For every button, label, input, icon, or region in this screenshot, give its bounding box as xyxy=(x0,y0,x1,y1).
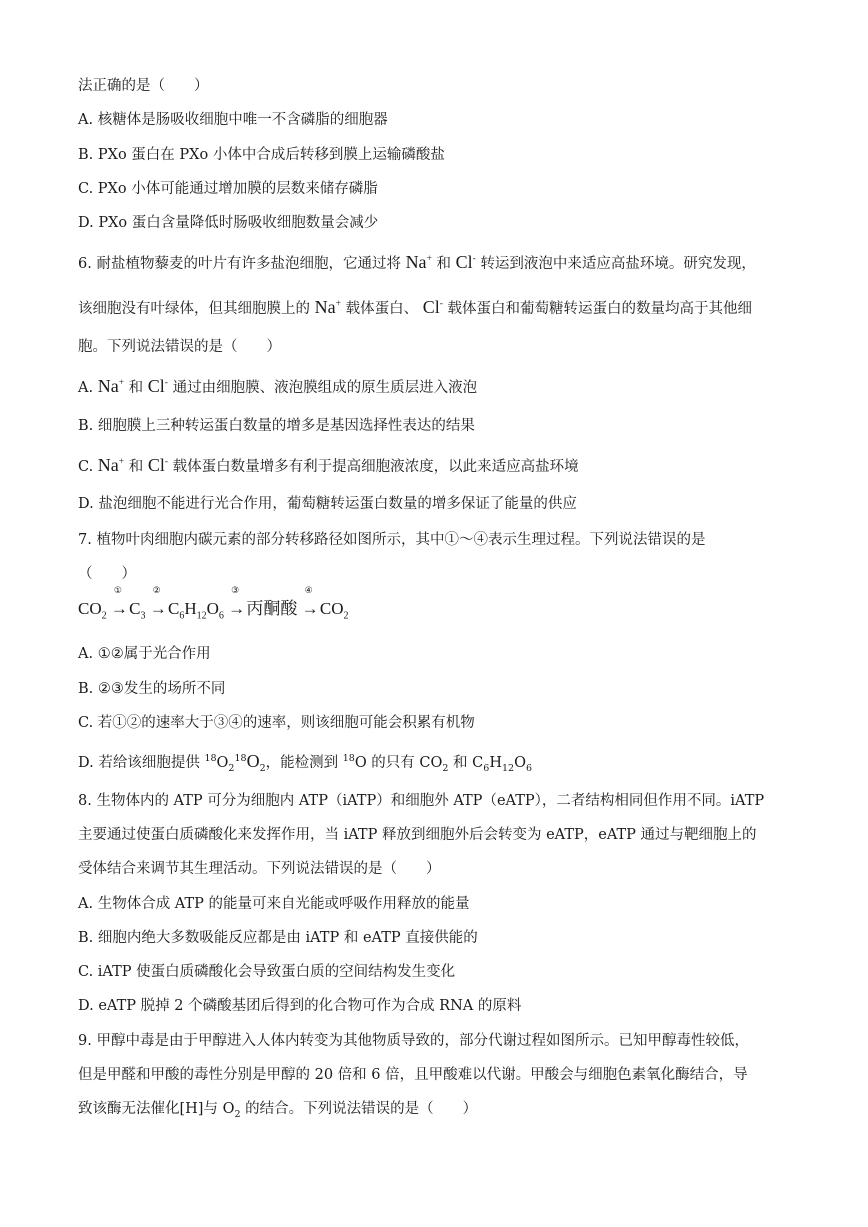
q6-stem-line-1: 6. 耐盐植物藜麦的叶片有许多盐泡细胞，它通过将 Na+ 和 Cl- 转运到液泡中来适应高盐环境。研究发现， xyxy=(78,252,756,272)
arrow-step-3: ③ → xyxy=(228,586,246,618)
chloride-ion: Cl- xyxy=(147,455,169,475)
q8-option-b: B. 细胞内绝大多数吸能反应都是由 iATP 和 eATP 直接供能的 xyxy=(78,930,478,946)
q6-option-c: C. Na+ 和 Cl- 载体蛋白数量增多有利于提高细胞液浓度，以此来适应高盐环境 xyxy=(78,455,579,475)
sodium-ion: Na+ xyxy=(405,252,432,272)
pyruvate-label: 丙酮酸 xyxy=(246,599,298,618)
q7-option-a: A. ①②属于光合作用 xyxy=(78,646,211,662)
q9-stem-line-1: 9. 甲醇中毒是由于甲醇进入人体内转变为其他物质导致的，部分代谢过程如图所示。已知甲醇毒性较低， xyxy=(78,1033,749,1049)
q8-stem-line-2: 主要通过使蛋白质磷酸化来发挥作用，当 iATP 释放到细胞外后会转变为 eATP，eATP 通过与靶细胞上的 xyxy=(78,827,757,843)
q6-option-a: A. Na+ 和 Cl- 通过由细胞膜、液泡膜组成的原生质层进入液泡 xyxy=(78,376,478,396)
q5-option-d: D. PXo 蛋白含量降低时肠吸收细胞数量会减少 xyxy=(78,215,379,231)
q9-stem-line-3: 致该酶无法催化[H]与 $O_2$ 的结合。下列说法错误的是（ ） xyxy=(78,1101,478,1120)
q7-option-c: C. 若①②的速率大于③④的速率，则该细胞可能会积累有机物 xyxy=(78,715,475,731)
co2-product-formula: $CO_2$ xyxy=(319,599,349,622)
q9-stem-line-2: 但是甲醛和甲酸的毒性分别是甲醇的 20 倍和 6 倍，且甲酸难以代谢。甲酸会与细胞色素氧化酶结合，导 xyxy=(78,1067,748,1083)
q7-option-d: D. 若给该细胞提供 $^{18}O_2^{18}O_2$，能检测到 $^{18}$O 的只有 $CO_2$ 和 $C_6H_{12}O_6$ xyxy=(78,751,533,774)
sodium-ion: Na+ xyxy=(97,455,125,475)
chloride-ion: Cl- xyxy=(147,376,168,396)
carbon-pathway-equation xyxy=(78,586,349,622)
q6-option-b: B. 细胞膜上三种转运蛋白数量的增多是基因选择性表达的结果 xyxy=(78,418,475,434)
q8-option-c: C. iATP 使蛋白质磷酸化会导致蛋白质的空间结构发生变化 xyxy=(78,964,456,980)
q6-option-d: D. 盐泡细胞不能进行光合作用，葡萄糖转运蛋白数量的增多保证了能量的供应 xyxy=(78,496,577,512)
arrow-step-2: ② → xyxy=(149,586,167,618)
c3-formula: $C_3$ xyxy=(129,599,146,622)
q5-option-c: C. PXo 小体可能通过增加膜的层数来储存磷脂 xyxy=(78,181,378,197)
q8-option-a: A. 生物体合成 ATP 的能量可来自光能或呼吸作用释放的能量 xyxy=(78,896,470,912)
q8-stem-line-1: 8. 生物体内的 ATP 可分为细胞内 ATP（iATP）和细胞外 ATP（eATP），二者结构相同但作用不同。iATP xyxy=(78,793,765,809)
sodium-ion: Na+ xyxy=(97,376,125,396)
q8-stem-line-3: 受体结合来调节其生理活动。下列说法错误的是（ ） xyxy=(78,861,441,877)
q6-stem-line-2: 该细胞没有叶绿体，但其细胞膜上的 Na+ 载体蛋白、 Cl- 载体蛋白和葡萄糖转运蛋白的数量均高于其他细 xyxy=(78,297,752,317)
q7-stem-line-2: （ ） xyxy=(78,566,136,582)
chloride-ion: Cl- xyxy=(455,252,476,272)
q6-stem-line-3: 胞。下列说法错误的是（ ） xyxy=(78,339,281,355)
glucose-formula: $C_6H_{12}O_6$ xyxy=(167,599,224,622)
arrow-step-1: ① → xyxy=(110,586,128,618)
chloride-ion: Cl- xyxy=(422,297,443,317)
q7-option-b: B. ②③发生的场所不同 xyxy=(78,681,226,697)
co2-formula: $CO_2$ xyxy=(78,599,107,622)
q5-option-b: B. PXo 蛋白在 PXo 小体中合成后转移到膜上运输磷酸盐 xyxy=(78,147,445,163)
q5-stem-tail: 法正确的是（ ） xyxy=(78,78,209,94)
q5-option-a: A. 核糖体是肠吸收细胞中唯一不含磷脂的细胞器 xyxy=(78,112,388,128)
sodium-ion: Na+ xyxy=(314,297,341,317)
q7-stem-line-1: 7. 植物叶肉细胞内碳元素的部分转移路径如图所示，其中①～④表示生理过程。下列说法错误的是 xyxy=(78,532,706,548)
arrow-step-4: ④ → xyxy=(301,586,319,618)
q8-option-d: D. eATP 脱掉 2 个磷酸基团后得到的化合物可作为合成 RNA 的原料 xyxy=(78,998,522,1014)
